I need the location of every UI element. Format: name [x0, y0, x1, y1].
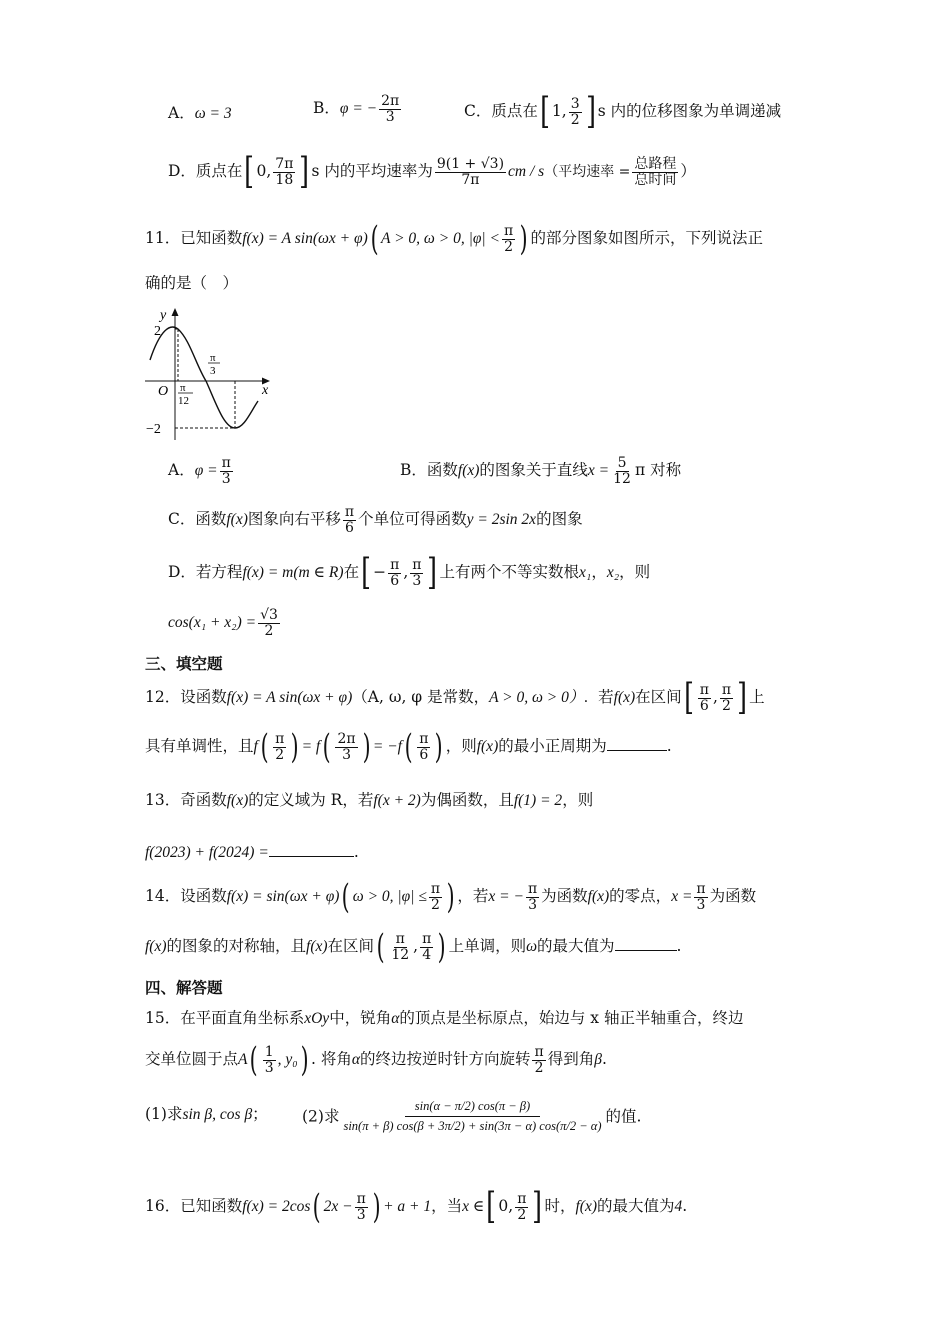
q14-answer-blank[interactable] — [615, 936, 677, 951]
graph-y-label: y — [160, 308, 167, 323]
q15-part1: (1)求sin β, cos β； — [145, 1105, 268, 1123]
q11-option-d-result: cos(x₁ + x₂) = $\frac{√3}{2}$ — [168, 607, 278, 639]
q13-answer-blank[interactable] — [269, 842, 354, 857]
graph-origin: O — [158, 384, 169, 399]
q13-line2: f(2023) + f(2024) = . — [145, 843, 359, 861]
q12-line1: 12．设函数f(x) = A sin(ωx + φ)（A, ω, φ 是常数，A > 0, ω > 0）. 若f(x)在区间[ $\frac{\pi}{6}$ , $\frac{\pi}{2}$ ] 上 — [145, 677, 765, 718]
graph-x-label: x — [262, 383, 269, 398]
q13-line1: 13．奇函数f(x)的定义域为 R，若f(x + 2)为偶函数，且f(1) = 2，则 — [145, 791, 594, 809]
q15-line1: 15．在平面直角坐标系xOy中，锐角α的顶点是坐标原点，始边与 x 轴正半轴重合，终边 — [145, 1009, 744, 1027]
q10-option-c: C．质点在[ 1, $\frac{3}{2}$ ] s 内的位移图象为单调递减 — [464, 91, 782, 132]
q10-option-a: A．ω = 3 — [168, 104, 232, 122]
q10-option-d: D．质点在[ 0, $\frac{7\pi}{18}$ ] s 内的平均速率为 $\frac{9(1 + √3)}{7\pi}$ cm / s（平均速率 = $\frac{\text{总路程}}{\text{总时间}}$ ） — [168, 151, 696, 192]
graph-tick-x1-den: 12 — [178, 395, 189, 407]
q14-line1: 14．设函数f(x) = sin(ωx + φ)( ω > 0, |φ| ≤ $\frac{\pi}{2}$ ) ，若x = − $\frac{\pi}{3}$ 为函数f(x)的零点，x = $\frac{\pi}{3}$ 为函数 — [145, 877, 757, 917]
q11-stem: 11．已知函数f(x) = A sin(ωx + φ)( A > 0, ω > 0, |φ| < $\frac{\pi}{2}$ ) 的部分图象如图所示，下列说法正 — [145, 219, 763, 259]
q14-line2: f(x)的图象的对称轴，且f(x)在区间( $\frac{\pi}{12}$ , $\frac{\pi}{4}$ ) 上单调，则ω的最大值为 . — [145, 927, 682, 967]
q15-line2: 交单位圆于点A( $\frac{1}{3}$ , y₀) . 将角α的终边按逆时针方向旋转 $\frac{\pi}{2}$ 得到角β. — [145, 1040, 607, 1080]
graph-tick-y-neg: −2 — [146, 422, 161, 437]
q11-option-b: B．函数f(x)的图象关于直线x = $\frac{5}{12}$ π 对称 — [400, 455, 682, 487]
q16-line1: 16．已知函数f(x) = 2cos( 2x − $\frac{\pi}{3}$ ) + a + 1，当x ∈[ 0, $\frac{\pi}{2}$ ] 时，f(x)的最大值为4. — [145, 1186, 688, 1227]
q11-stem-line2: 确的是（ ） — [145, 274, 239, 292]
graph-tick-x2-den: 3 — [210, 365, 216, 377]
graph-tick-x1-num: π — [180, 382, 186, 394]
graph-tick-y-pos: 2 — [154, 324, 161, 339]
q11-option-c: C．函数f(x)图象向右平移 $\frac{\pi}{6}$ 个单位可得函数y = 2sin 2x的图象 — [168, 504, 583, 536]
q12-line2: 具有单调性，且f( $\frac{\pi}{2}$ ) = f( $\frac{2\pi}{3}$ ) = −f( $\frac{\pi}{6}$ ) ，则f(x)的最小正周期为 . — [145, 727, 672, 767]
q11-function-graph — [140, 305, 275, 440]
section-answer-heading: 四、解答题 — [145, 978, 223, 997]
q11-option-d: D．若方程f(x) = m(m ∈ R)在[ − $\frac{\pi}{6}$ , $\frac{\pi}{3}$ ] 上有两个不等实数根x₁，x₂，则 — [168, 552, 651, 593]
q11-option-a: A．φ = $\frac{\pi}{3}$ — [168, 455, 231, 487]
q10-option-b: B．φ = − $\frac{2\pi}{3}$ — [313, 93, 400, 125]
graph-tick-x2-num: π — [210, 352, 216, 364]
q15-part2: (2)求 $\frac{\sin(\alpha - \pi/2) \cos(\pi - \beta)}{\sin(\pi + \beta) \cos(\beta + 3\pi/2) + \sin(3\pi - \alpha) \cos(\pi/2 - \alpha)}$ 的值. — [302, 1099, 642, 1134]
q12-answer-blank[interactable] — [607, 736, 667, 751]
section-fill-in-heading: 三、填空题 — [145, 654, 223, 673]
